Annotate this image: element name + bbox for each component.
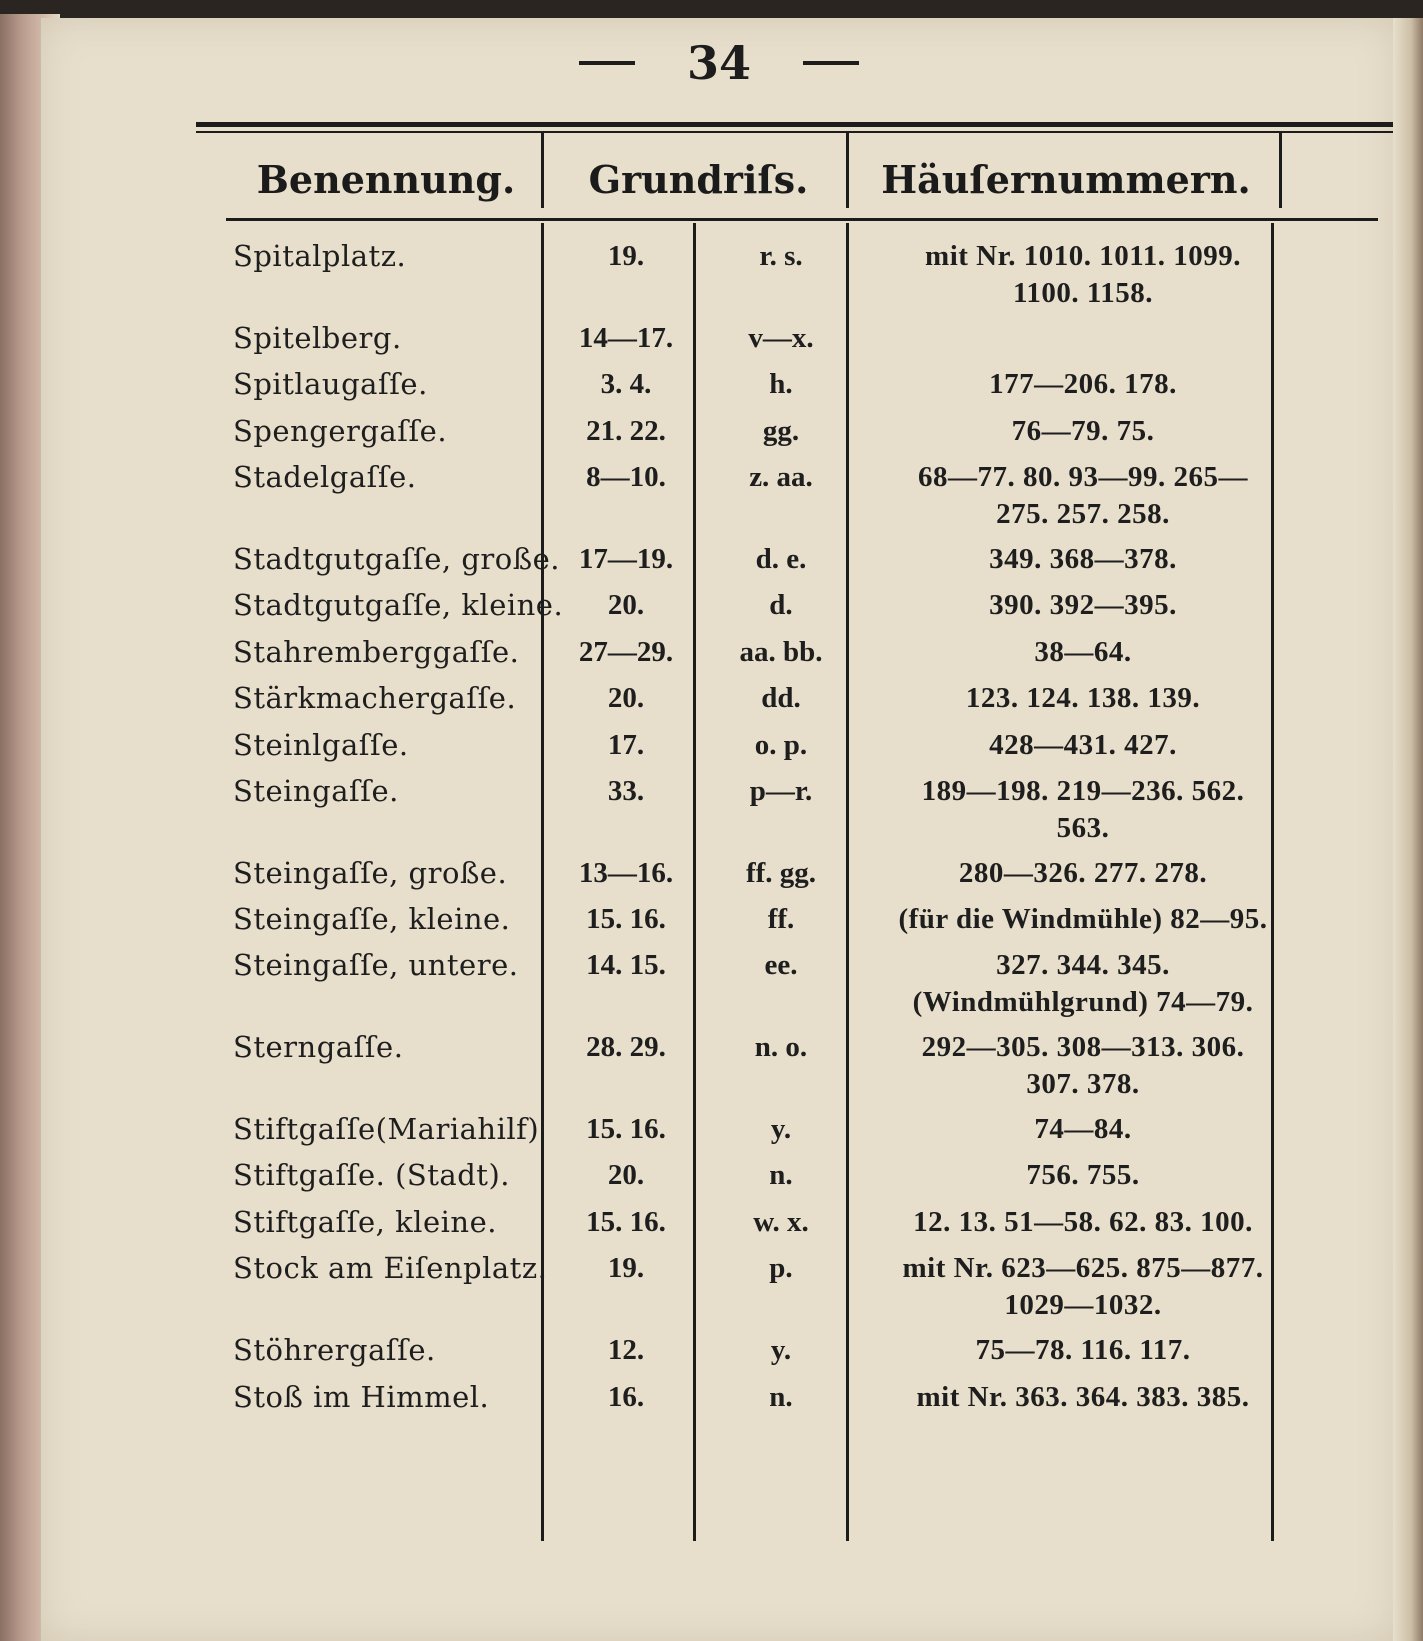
house-numbers-line: mit Nr. 623—625. 875—877. bbox=[902, 1252, 1264, 1284]
header-haeusernummern: Häuſernummern. bbox=[881, 156, 1251, 202]
house-numbers-line: mit Nr. 1010. 1011. 1099. bbox=[925, 240, 1241, 272]
house-numbers-line: (für die Windmühle) 82—95. bbox=[898, 903, 1268, 935]
page-right-edge bbox=[1393, 18, 1423, 1641]
page-number-text: 34 bbox=[686, 36, 751, 90]
grundriss-quadrant: v—x. bbox=[748, 322, 814, 354]
house-numbers-line: 349. 368—378. bbox=[989, 543, 1177, 575]
grundriss-section: 19. bbox=[607, 1252, 645, 1284]
grundriss-quadrant: y. bbox=[770, 1113, 792, 1145]
house-numbers-line: 327. 344. 345. bbox=[996, 949, 1170, 981]
grundriss-quadrant: p. bbox=[769, 1252, 793, 1284]
header-divider-2 bbox=[846, 132, 849, 208]
house-numbers-line: 280—326. 277. 278. bbox=[958, 857, 1208, 889]
grundriss-section: 14—17. bbox=[578, 322, 674, 354]
grundriss-section: 20. bbox=[607, 682, 645, 714]
grundriss-quadrant: d. bbox=[769, 589, 793, 621]
top-rule-thick bbox=[196, 122, 1408, 127]
street-name: Spitlaugaſſe. bbox=[233, 367, 428, 401]
grundriss-section: 28. 29. bbox=[586, 1031, 666, 1063]
house-numbers-line: (Windmühlgrund) 74—79. bbox=[912, 986, 1254, 1018]
grundriss-section: 17—19. bbox=[578, 543, 674, 575]
top-rule-thin bbox=[196, 131, 1408, 133]
grundriss-section: 17. bbox=[607, 729, 645, 761]
street-name: Stahremberggaſſe. bbox=[233, 635, 520, 669]
page-number-dash-right bbox=[803, 61, 859, 65]
header-grundriss: Grundriſs. bbox=[588, 156, 809, 202]
grundriss-quadrant: ff. bbox=[767, 903, 795, 935]
street-name: Stiftgaſſe, kleine. bbox=[233, 1205, 497, 1239]
house-numbers-line: mit Nr. 363. 364. 383. 385. bbox=[916, 1381, 1250, 1413]
house-numbers-line: 1100. 1158. bbox=[1012, 277, 1154, 309]
grundriss-quadrant: n. bbox=[769, 1381, 793, 1413]
house-numbers-line: 428—431. 427. bbox=[989, 729, 1177, 761]
house-numbers-line: 189—198. 219—236. 562. bbox=[921, 775, 1245, 807]
house-numbers-line: 123. 124. 138. 139. bbox=[965, 682, 1201, 714]
street-name: Stadelgaſſe. bbox=[233, 460, 417, 494]
grundriss-section: 21. 22. bbox=[586, 415, 666, 447]
grundriss-section: 15. 16. bbox=[586, 903, 666, 935]
grundriss-quadrant: z. aa. bbox=[749, 461, 813, 493]
house-numbers-line: 76—79. 75. bbox=[1011, 415, 1155, 447]
grundriss-quadrant: n. o. bbox=[754, 1031, 808, 1063]
grundriss-section: 27—29. bbox=[578, 636, 674, 668]
house-numbers-line: 275. 257. 258. bbox=[996, 498, 1170, 530]
house-numbers-line: 307. 378. bbox=[1026, 1068, 1140, 1100]
street-name: Stärkmachergaſſe. bbox=[233, 681, 517, 715]
grundriss-quadrant: n. bbox=[769, 1159, 793, 1191]
street-name: Steingaſſe, große. bbox=[233, 856, 508, 890]
grundriss-quadrant: h. bbox=[769, 368, 793, 400]
street-name: Spengergaſſe. bbox=[233, 414, 448, 448]
street-name: Stiftgaſſe. (Stadt). bbox=[233, 1158, 510, 1192]
house-numbers-line: 756. 755. bbox=[1026, 1159, 1140, 1191]
grundriss-quadrant: r. s. bbox=[759, 240, 803, 272]
grundriss-section: 14. 15. bbox=[586, 949, 666, 981]
grundriss-section: 16. bbox=[607, 1381, 645, 1413]
street-name: Stock am Eiſenplatz. bbox=[233, 1251, 548, 1285]
column-divider-name bbox=[541, 223, 544, 1541]
street-name: Sterngaſſe. bbox=[233, 1030, 404, 1064]
grundriss-quadrant: p—r. bbox=[749, 775, 813, 807]
grundriss-section: 19. bbox=[607, 240, 645, 272]
house-numbers-line: 177—206. 178. bbox=[989, 368, 1177, 400]
grundriss-section: 20. bbox=[607, 589, 645, 621]
grundriss-quadrant: o. p. bbox=[754, 729, 808, 761]
header-divider-3 bbox=[1279, 132, 1282, 208]
grundriss-section: 12. bbox=[607, 1334, 645, 1366]
grundriss-section: 13—16. bbox=[578, 857, 674, 889]
house-numbers-line: 563. bbox=[1056, 812, 1110, 844]
grundriss-quadrant: y. bbox=[770, 1334, 792, 1366]
house-numbers-line: 12. 13. 51—58. 62. 83. 100. bbox=[913, 1206, 1253, 1238]
street-name: Spitelberg. bbox=[233, 321, 402, 355]
grundriss-section: 8—10. bbox=[586, 461, 666, 493]
grundriss-section: 15. 16. bbox=[586, 1113, 666, 1145]
grundriss-quadrant: aa. bb. bbox=[739, 636, 823, 668]
street-name: Steingaſſe, untere. bbox=[233, 948, 519, 982]
grundriss-quadrant: gg. bbox=[762, 415, 800, 447]
header-benennung: Benennung. bbox=[256, 156, 516, 202]
street-name: Stadtgutgaſſe, große. bbox=[233, 542, 560, 576]
house-numbers-line: 75—78. 116. 117. bbox=[975, 1334, 1191, 1366]
street-name: Stiftgaſſe(Mariahilf) bbox=[233, 1112, 540, 1146]
house-numbers-line: 390. 392—395. bbox=[989, 589, 1177, 621]
grundriss-quadrant: ff. gg. bbox=[745, 857, 817, 889]
grundriss-quadrant: w. x. bbox=[753, 1206, 809, 1238]
page-number-dash-left bbox=[579, 61, 635, 65]
house-numbers-line: 68—77. 80. 93—99. 265— bbox=[918, 461, 1248, 493]
page-number bbox=[41, 36, 1397, 90]
street-name: Stöhrergaſſe. bbox=[233, 1333, 436, 1367]
street-name: Steinlgaſſe. bbox=[233, 728, 409, 762]
street-name: Stoß im Himmel. bbox=[233, 1380, 490, 1414]
grundriss-quadrant: ee. bbox=[764, 949, 798, 981]
street-name: Stadtgutgaſſe, kleine. bbox=[233, 588, 564, 622]
street-name: Steingaſſe. bbox=[233, 774, 399, 808]
grundriss-section: 15. 16. bbox=[586, 1206, 666, 1238]
street-name: Steingaſſe, kleine. bbox=[233, 902, 511, 936]
house-numbers-line: 38—64. bbox=[1034, 636, 1132, 668]
grundriss-quadrant: dd. bbox=[761, 682, 801, 714]
house-numbers-line: 292—305. 308—313. 306. bbox=[921, 1031, 1245, 1063]
grundriss-quadrant: d. e. bbox=[755, 543, 807, 575]
book-page bbox=[40, 18, 1397, 1641]
header-rule bbox=[226, 218, 1378, 221]
house-numbers-line: 1029—1032. bbox=[1004, 1289, 1162, 1321]
street-name: Spitalplatz. bbox=[233, 239, 407, 273]
grundriss-section: 20. bbox=[607, 1159, 645, 1191]
header-divider-1 bbox=[541, 132, 544, 208]
grundriss-section: 33. bbox=[607, 775, 645, 807]
grundriss-section: 3. 4. bbox=[600, 368, 652, 400]
house-numbers-line: 74—84. bbox=[1034, 1113, 1132, 1145]
